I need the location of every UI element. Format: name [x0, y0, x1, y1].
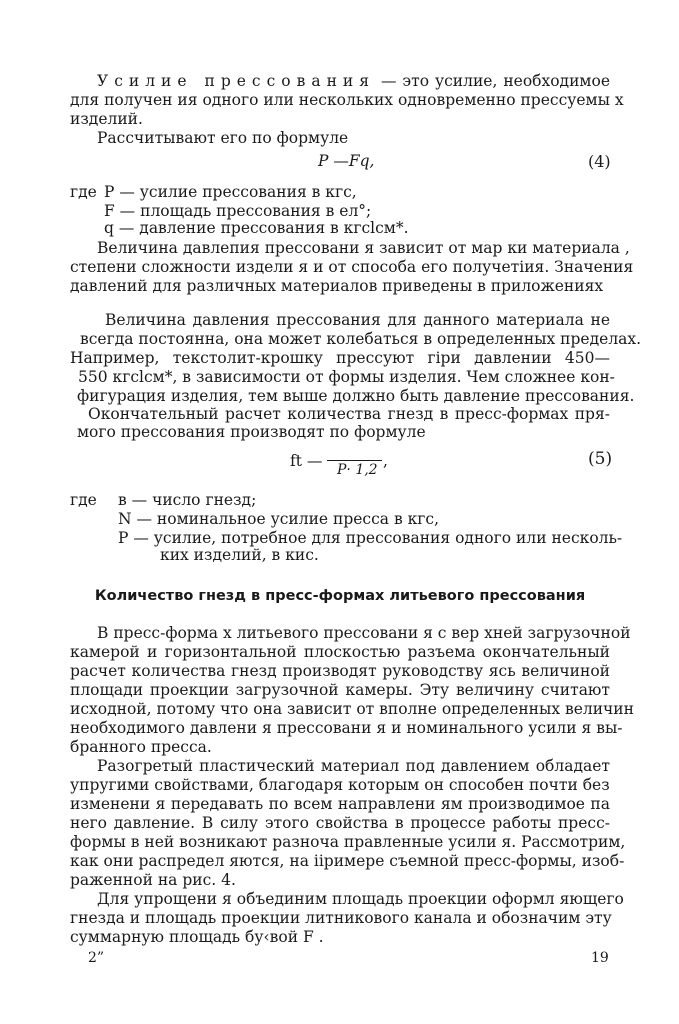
paragraph-line: Величина давлепия прессовани я зависит от мар ки материала , — [97, 239, 630, 257]
paragraph-line: суммарную площадь бу‹вой F . — [70, 928, 324, 946]
paragraph-line: степени сложности издели я и от способа его получетiия. Значения — [70, 258, 634, 276]
paragraph-line — [97, 72, 610, 91]
paragraph-line: всегда постоянна, она может колебаться в определенных пределах. — [80, 330, 642, 348]
definition-prefix: где — [70, 491, 97, 509]
signature-mark: 2” — [88, 950, 105, 966]
paragraph-line: бранного пресса. — [70, 738, 212, 756]
definition-f: F — площадь прессования в ел°; — [104, 202, 372, 220]
paragraph-line: исходной, потому что она зависит от вполне определенных величин — [70, 700, 634, 718]
paragraph-line: как они распредел яются, на iiримере съемной пресс-формы, изоб- — [70, 852, 625, 870]
paragraph-line: гнезда и площадь проекции литникового канала и обозначим эту — [70, 909, 612, 927]
definition-N: N — номинальное усилие пресса в кгс, — [118, 510, 440, 528]
paragraph-line: мого прессования производят по формуле — [77, 423, 426, 441]
paragraph-line: 550 кгclсм*, в зависимости от формы изделия. Чем сложнее кон- — [78, 368, 615, 386]
fraction-bar — [327, 460, 382, 461]
paragraph-line: фигурация изделия, тем выше должно быть давление прессования. — [77, 387, 635, 405]
formula-5-denominator: P· 1,2 — [337, 462, 378, 478]
paragraph-line: Например, текстолит-крошку прессуют гiри давлении 450— — [70, 349, 610, 367]
paragraph-line: изделий. — [70, 110, 143, 128]
paragraph-line: формы в ней возникают разноча правленные усили я. Рассмотрим, — [70, 833, 626, 851]
equation-number-4: (4) — [588, 152, 611, 171]
paragraph-line: изменени я передавать по всем направлени ям производимое па — [70, 795, 610, 813]
paragraph-line: раженной на рис. 4. — [70, 871, 236, 889]
paragraph-line: него давление. В силу этого свойства в процессе работы пресс- — [70, 814, 610, 832]
equation-number-5: (5) — [588, 449, 613, 469]
paragraph-line: Для упрощени я объединим площадь проекции оформл яющего — [97, 890, 624, 908]
paragraph-line: необходимого давлени я прессовани я и номинального усили я вы- — [70, 719, 623, 737]
paragraph-line: В пресс-форма х литьевого прессовани я с вер хней загрузочной — [97, 624, 631, 642]
formula-4: P —Fq, — [318, 152, 375, 170]
paragraph-line: Разогретый пластический материал под давлением обладает — [97, 757, 610, 775]
paragraph-line: Величина давления прессования для данного материала не — [105, 311, 610, 329]
paragraph-line: для получен ия одного или нескольких одновременно прессуемы х — [70, 91, 624, 109]
definition-q: q — давление прессования в кгclсм*. — [104, 219, 409, 237]
definition-P-cont: ких изделий, в кис. — [160, 546, 319, 564]
term-spaced: Усилие прессования — [97, 72, 376, 90]
page-number: 19 — [591, 950, 609, 966]
paragraph-line: Окончательный расчет количества гнезд в пресс-формах пря- — [88, 405, 610, 423]
paragraph-line: площади проекции загрузочной камеры. Эту величину считают — [70, 681, 610, 699]
paragraph-line: давлений для различных материалов приведены в приложениях — [70, 277, 604, 295]
paragraph-line: камерой и горизонтальной плоскостью разъема окончательный — [70, 643, 610, 661]
definition-prefix: где — [70, 183, 97, 201]
definition-p: P — усилие прессования в кгс, — [104, 183, 357, 201]
definition-P: P — усилие, потребное для прессования одного или несколь- — [118, 529, 623, 547]
formula-5-left: ft — — [290, 452, 323, 470]
paragraph-line: Рассчитывают его по формуле — [97, 129, 349, 147]
text-span: — это усилие, необходимое — [375, 72, 610, 90]
paragraph-line: расчет количества гнезд производят руководству ясь величиной — [70, 662, 610, 680]
definition-n: в — число гнезд; — [118, 491, 257, 509]
section-heading: Количество гнезд в пресс-формах литьевого прессования — [94, 588, 586, 604]
paragraph-line: упругими свойствами, благодаря которым он способен почти без — [70, 776, 610, 794]
formula-5-comma: , — [383, 452, 388, 470]
